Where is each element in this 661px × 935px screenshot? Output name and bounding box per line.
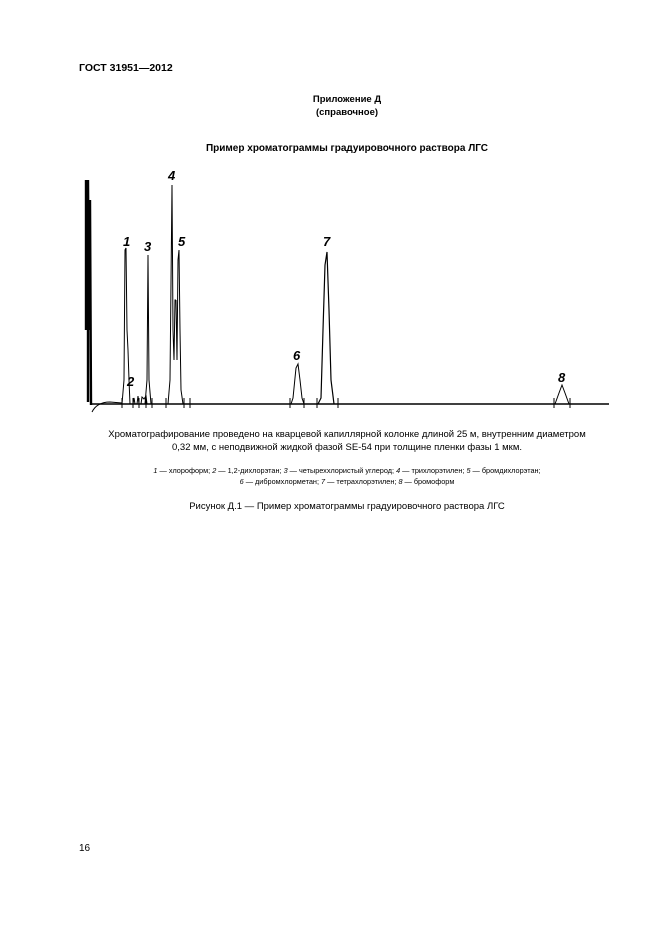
figure-title: Пример хроматограммы градуировочного раствора ЛГС <box>205 143 489 154</box>
figure-number-caption: Рисунок Д.1 — Пример хроматограммы градуировочного раствора ЛГС <box>189 501 505 512</box>
peak-3 <box>145 255 151 404</box>
legend-text-8: — бромоформ <box>402 477 455 486</box>
peak-label-2: 2 <box>127 374 135 389</box>
legend-num-4: 4 <box>396 466 401 475</box>
legend-text-5: — бромдихлорэтан; <box>470 466 541 475</box>
legend-text-1: — хлороформ; <box>157 466 213 475</box>
peak-label-1: 1 <box>123 234 131 249</box>
legend-num-2: 2 <box>212 466 217 475</box>
legend-num-6: 6 <box>239 477 244 486</box>
peak-label-4: 4 <box>168 168 176 183</box>
peak-6 <box>291 364 304 404</box>
peak-5 <box>176 250 183 404</box>
legend-line-2 <box>50 476 644 487</box>
peak-label-7: 7 <box>323 234 331 249</box>
peak-7 <box>318 252 334 404</box>
peak-label-6: 6 <box>293 348 301 363</box>
legend-text-4: — трихлорэтилен; <box>400 466 467 475</box>
figure-caption <box>70 428 624 454</box>
figure-legend <box>50 465 644 487</box>
legend-num-7: 7 <box>321 477 326 486</box>
integration-marks <box>122 398 570 408</box>
appendix-title: Приложение Д <box>312 94 382 105</box>
appendix-subtitle: (справочное) <box>315 107 379 118</box>
caption-line-2: 0,32 мм, с неподвижной жидкой фазой SE-54 при толщине пленки фазы 1 мкм. <box>172 442 522 453</box>
standard-header: ГОСТ 31951—2012 <box>79 62 173 74</box>
solvent-front <box>86 180 91 405</box>
legend-text-3: — четыреххлористый углерод; <box>287 466 397 475</box>
legend-num-3: 3 <box>283 466 288 475</box>
legend-text-2: — 1,2-дихлорэтан; <box>216 466 284 475</box>
legend-text-7: — тетрахлорэтилен; <box>325 477 399 486</box>
peak-4 <box>168 185 176 404</box>
peak-label-5: 5 <box>178 234 186 249</box>
legend-line-1 <box>50 465 644 476</box>
page-number: 16 <box>79 843 91 854</box>
legend-text-6: — дибромхлорметан; <box>243 477 322 486</box>
peak-8 <box>555 385 569 404</box>
legend-num-8: 8 <box>398 477 403 486</box>
legend-num-5: 5 <box>466 466 471 475</box>
peak-label-8: 8 <box>558 370 566 385</box>
legend-num-1: 1 <box>153 466 158 475</box>
caption-line-1: Хроматографирование проведено на кварцевой капиллярной колонке длиной 25 м, внутренним диаметром <box>108 429 586 440</box>
peak-label-3: 3 <box>144 239 152 254</box>
